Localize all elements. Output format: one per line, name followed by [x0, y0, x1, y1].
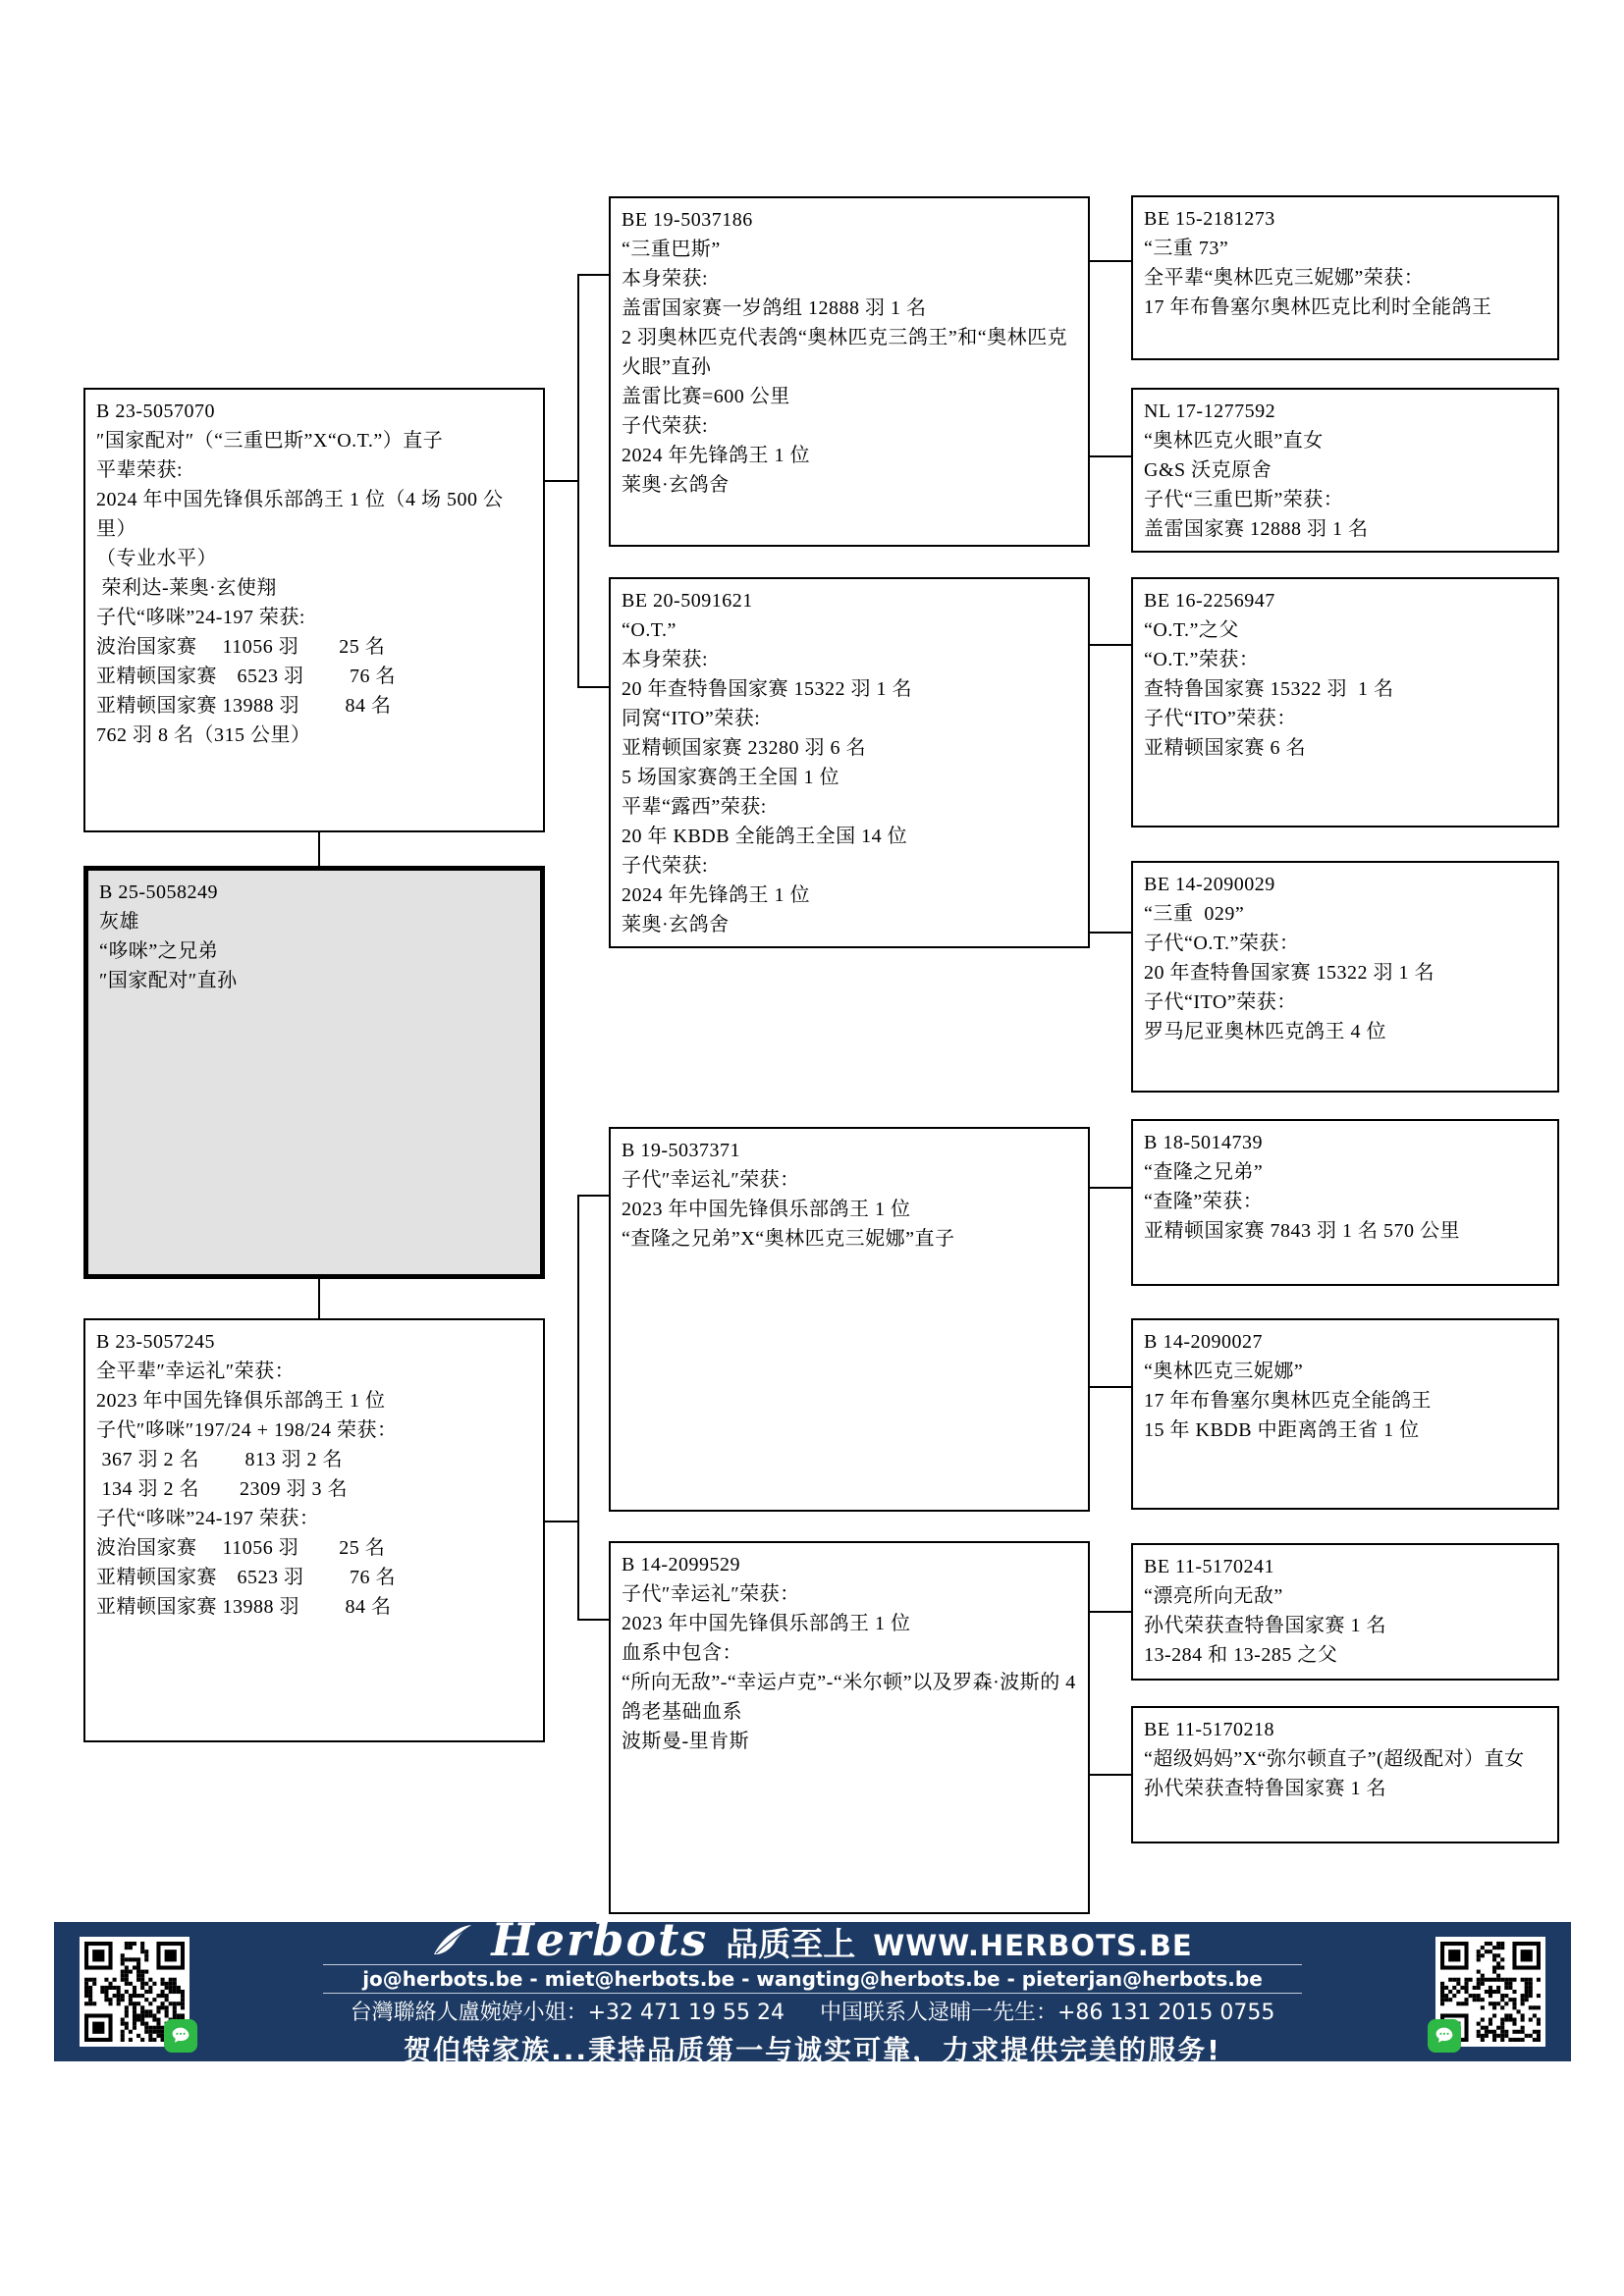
connector-line [318, 1279, 320, 1318]
pedigree-text-line: 子代“O.T.”荣获： [1144, 933, 1300, 954]
connector-line [1090, 644, 1131, 646]
pedigree-text-line: “O.T.” [622, 619, 677, 641]
pedigree-text-line: “三重巴斯” [622, 239, 721, 260]
pedigree-text-line: BE 14-2090029 [1144, 874, 1275, 895]
pedigree-text-line: 13-284 和 13-285 之父 [1144, 1644, 1338, 1666]
pedigree-text-line: B 23-5057070 [96, 400, 215, 422]
pedigree-text-line: 孙代荣获查特鲁国家赛 1 名 [1144, 1778, 1386, 1799]
connector-line [577, 274, 609, 276]
pedigree-text-line: ″国家配对″直孙 [99, 970, 238, 991]
pedigree-text-line: “哆咪”之兄弟 [99, 940, 219, 962]
pedigree-text-line: “O.T.”之父 [1144, 619, 1239, 641]
pedigree-text-line: “漂亮所向无敌” [1144, 1585, 1283, 1607]
pedigree-box-dam-sire-sire [1131, 1119, 1559, 1286]
pedigree-text-line: 亚精顿国家赛 6 名 [1144, 737, 1306, 759]
pedigree-box-dam [83, 1318, 545, 1742]
connector-line [577, 1195, 609, 1197]
chat-app-icon [1428, 2019, 1461, 2053]
pedigree-text-line: 波治国家赛 11056 羽 25 名 [96, 1537, 386, 1559]
connector-line [1090, 1774, 1131, 1776]
pedigree-text-line: 17 年布鲁塞尔奥林匹克全能鸽王 [1144, 1390, 1432, 1412]
connector-line [318, 832, 320, 866]
pedigree-text-line: 全平辈″幸运礼″荣获： [96, 1361, 296, 1382]
brand-slogan: 品质至上 [726, 1924, 856, 1963]
pedigree-text-line: BE 11-5170241 [1144, 1556, 1274, 1577]
pedigree-box-dam-dam [609, 1541, 1090, 1914]
pedigree-text-line: “奥林匹克三妮娜” [1144, 1361, 1304, 1382]
pedigree-text-line: 亚精顿国家赛 6523 羽 76 名 [96, 1567, 396, 1588]
pedigree-box-sire [83, 388, 545, 832]
contact-taiwan: 台灣聯絡人盧婉婷小姐：+32 471 19 55 24 [350, 2000, 785, 2025]
pedigree-text-line: 20 年查特鲁国家赛 15322 羽 1 名 [622, 678, 912, 700]
connector-line [1090, 260, 1131, 262]
pedigree-text-line: “所向无敌”-“幸运卢克”-“米尔顿”以及罗森·波斯的 4 鸽老基础血系 [622, 1672, 1082, 1723]
pedigree-text-line: 20 年查特鲁国家赛 15322 羽 1 名 [1144, 962, 1435, 984]
pedigree-box-dam-dam-sire [1131, 1543, 1559, 1681]
pedigree-text-line: 同窝“ITO”荣获: [622, 708, 761, 729]
pedigree-text-line: 亚精顿国家赛 23280 羽 6 名 [622, 737, 866, 759]
pedigree-text-line: 子代荣获: [622, 415, 709, 437]
connector-line [1090, 455, 1131, 457]
pedigree-text-line: BE 11-5170218 [1144, 1719, 1274, 1740]
pedigree-text-line: 全平辈“奥林匹克三妮娜”荣获： [1144, 267, 1425, 289]
qr-code-left [80, 1937, 189, 2047]
pedigree-text-line: 血系中包含： [622, 1642, 742, 1664]
connector-line [545, 480, 577, 482]
contact-china: 中国联系人逯晡一先生：+86 131 2015 0755 [819, 2000, 1275, 2025]
pedigree-text-line: ″国家配对″（“三重巴斯”X“O.T.”）直子 [96, 430, 444, 452]
pedigree-text-line: 莱奥·玄鸽舍 [622, 474, 730, 496]
pedigree-text-line: 子代“哆咪”24-197 荣获: [96, 607, 305, 628]
pedigree-box-dam-sire-dam [1131, 1318, 1559, 1510]
pedigree-text-line: 2023 年中国先锋俱乐部鸽王 1 位 [622, 1613, 911, 1634]
pedigree-box-dam-dam-dam [1131, 1706, 1559, 1843]
pedigree-text-line: 本身荣获: [622, 649, 709, 670]
pedigree-text-line: B 23-5057245 [96, 1331, 215, 1353]
pedigree-text-line: 孙代荣获查特鲁国家赛 1 名 [1144, 1615, 1386, 1636]
pedigree-text-line: 平辈“露西”荣获: [622, 796, 767, 818]
pedigree-text-line: 罗马尼亚奥林匹克鸽王 4 位 [1144, 1021, 1386, 1042]
chat-bubble-icon [169, 2024, 192, 2048]
pedigree-text-line: NL 17-1277592 [1144, 400, 1276, 422]
pedigree-text-line: 子代“ITO”荣获： [1144, 991, 1297, 1013]
pedigree-text-line: 5 场国家赛鸽王全国 1 位 [622, 767, 839, 788]
email-addresses: jo@herbots.be - miet@herbots.be - wangting@herbots.be - pieterjan@herbots.be [323, 1964, 1302, 1994]
pedigree-text-line: B 18-5014739 [1144, 1132, 1263, 1153]
pedigree-text-line: “查隆之兄弟” [1144, 1161, 1264, 1183]
pedigree-text-line: （专业水平） [96, 548, 217, 569]
pedigree-text-line: 子代″哆咪″197/24 + 198/24 荣获： [96, 1419, 398, 1441]
pedigree-text-line: 134 羽 2 名 2309 羽 3 名 [96, 1478, 348, 1500]
pedigree-text-line: 子代″幸运礼″荣获： [622, 1169, 800, 1191]
pedigree-text-line: 盖雷国家赛一岁鸽组 12888 羽 1 名 [622, 297, 927, 319]
connector-line [577, 1619, 609, 1621]
pedigree-text-line: 荣利达-莱奥·玄使翔 [96, 577, 277, 599]
pedigree-text-line: 2024 年中国先锋俱乐部鸽王 1 位（4 场 500 公里） [96, 489, 504, 540]
pedigree-text-line: 盖雷比赛=600 公里 [622, 386, 790, 407]
pedigree-box-sire-sire [609, 196, 1090, 547]
pedigree-text-line: “查隆之兄弟”X“奥林匹克三妮娜”直子 [622, 1228, 955, 1250]
pedigree-text-line: 15 年 KBDB 中距离鸽王省 1 位 [1144, 1419, 1420, 1441]
pedigree-text-line: 子代“ITO”荣获： [1144, 708, 1297, 729]
connector-line [1090, 1386, 1131, 1388]
pedigree-text-line: B 25-5058249 [99, 881, 218, 903]
pedigree-text-line: B 14-2099529 [622, 1554, 740, 1575]
pedigree-text-line: “奥林匹克火眼”直女 [1144, 430, 1324, 452]
connector-line [577, 686, 609, 688]
pedigree-text-line: 20 年 KBDB 全能鸽王全国 14 位 [622, 826, 908, 847]
footer-content [189, 1914, 1435, 2070]
pedigree-text-line: “O.T.”荣获： [1144, 649, 1260, 670]
connector-line [1090, 1611, 1131, 1613]
brand-row [432, 1912, 1193, 1966]
pedigree-text-line: 2024 年先锋鸽王 1 位 [622, 445, 810, 466]
connector-line [545, 1521, 577, 1522]
pedigree-text-line: “三重 73” [1144, 238, 1229, 259]
pedigree-text-line: BE 19-5037186 [622, 209, 753, 231]
connector-line [577, 274, 579, 688]
pedigree-text-line: 盖雷国家赛 12888 羽 1 名 [1144, 518, 1369, 540]
pedigree-text-line: 波斯曼-里肯斯 [622, 1731, 750, 1752]
contact-row [351, 1996, 1275, 2026]
pedigree-text-line: “三重 029” [1144, 903, 1245, 925]
pedigree-text-line: 762 羽 8 名（315 公里） [96, 724, 311, 746]
pedigree-box-sire-dam [609, 577, 1090, 948]
connector-line [577, 1195, 579, 1621]
pedigree-text-line: 本身荣获: [622, 268, 709, 290]
pedigree-text-line: B 19-5037371 [622, 1140, 740, 1161]
pedigree-box-sire-sire-sire [1131, 195, 1559, 360]
pedigree-text-line: 子代“哆咪”24-197 荣获： [96, 1508, 320, 1529]
pedigree-text-line: 亚精顿国家赛 6523 羽 76 名 [96, 666, 396, 687]
pedigree-text-line: 波治国家赛 11056 羽 25 名 [96, 636, 386, 658]
pedigree-text-line: 子代荣获: [622, 855, 709, 877]
pedigree-text-line: “查隆”荣获： [1144, 1191, 1264, 1212]
pedigree-text-line: 莱奥·玄鸽舍 [622, 914, 730, 935]
pedigree-box-sire-dam-dam [1131, 861, 1559, 1093]
connector-line [1090, 932, 1131, 934]
chat-app-icon [164, 2019, 197, 2053]
pedigree-text-line: 367 羽 2 名 813 羽 2 名 [96, 1449, 343, 1470]
pedigree-text-line: 亚精顿国家赛 7843 羽 1 名 570 公里 [1144, 1220, 1460, 1242]
pedigree-text-line: “超级妈妈”X“弥尔顿直子”(超级配对）直女 [1144, 1748, 1525, 1770]
footer-banner [54, 1912, 1571, 2066]
pedigree-text-line: G&S 沃克原舍 [1144, 459, 1272, 481]
pedigree-text-line: 灰雄 [99, 911, 139, 933]
qr-code-right [1435, 1937, 1545, 2047]
connector-line [1090, 1187, 1131, 1189]
pedigree-box-sire-dam-sire [1131, 577, 1559, 828]
footer-tagline: 贺伯特家族...秉持品质第一与诚实可靠，力求提供完美的服务! [404, 2033, 1221, 2066]
pedigree-text-line: 查特鲁国家赛 15322 羽 1 名 [1144, 678, 1394, 700]
pedigree-box-subject [83, 866, 545, 1279]
pedigree-text-line: 2 羽奥林匹克代表鸽“奥林匹克三鸽王”和“奥林匹克火眼”直孙 [622, 327, 1068, 378]
pedigree-text-line: 2023 年中国先锋俱乐部鸽王 1 位 [96, 1390, 386, 1412]
pedigree-text-line: 17 年布鲁塞尔奥林匹克比利时全能鸽王 [1144, 296, 1492, 318]
website-url: WWW.HERBOTS.BE [873, 1928, 1193, 1962]
pedigree-box-dam-sire [609, 1127, 1090, 1512]
pedigree-text-line: 平辈荣获: [96, 459, 184, 481]
pedigree-text-line: BE 20-5091621 [622, 590, 753, 612]
pedigree-text-line: BE 16-2256947 [1144, 590, 1275, 612]
pedigree-text-line: 2023 年中国先锋俱乐部鸽王 1 位 [622, 1199, 911, 1220]
chat-bubble-icon [1433, 2024, 1456, 2048]
pedigree-text-line: 亚精顿国家赛 13988 羽 84 名 [96, 695, 392, 717]
pedigree-text-line: BE 15-2181273 [1144, 208, 1275, 230]
pedigree-box-sire-sire-dam [1131, 388, 1559, 553]
pedigree-text-line: 子代“三重巴斯”荣获： [1144, 489, 1344, 510]
pedigree-text-line: 2024 年先锋鸽王 1 位 [622, 884, 810, 906]
pedigree-text-line: B 14-2090027 [1144, 1331, 1263, 1353]
pedigree-text-line: 亚精顿国家赛 13988 羽 84 名 [96, 1596, 392, 1618]
pedigree-text-line: 子代″幸运礼″荣获： [622, 1583, 800, 1605]
brand-logo-text: Herbots [491, 1912, 709, 1966]
feather-icon [432, 1923, 473, 1956]
